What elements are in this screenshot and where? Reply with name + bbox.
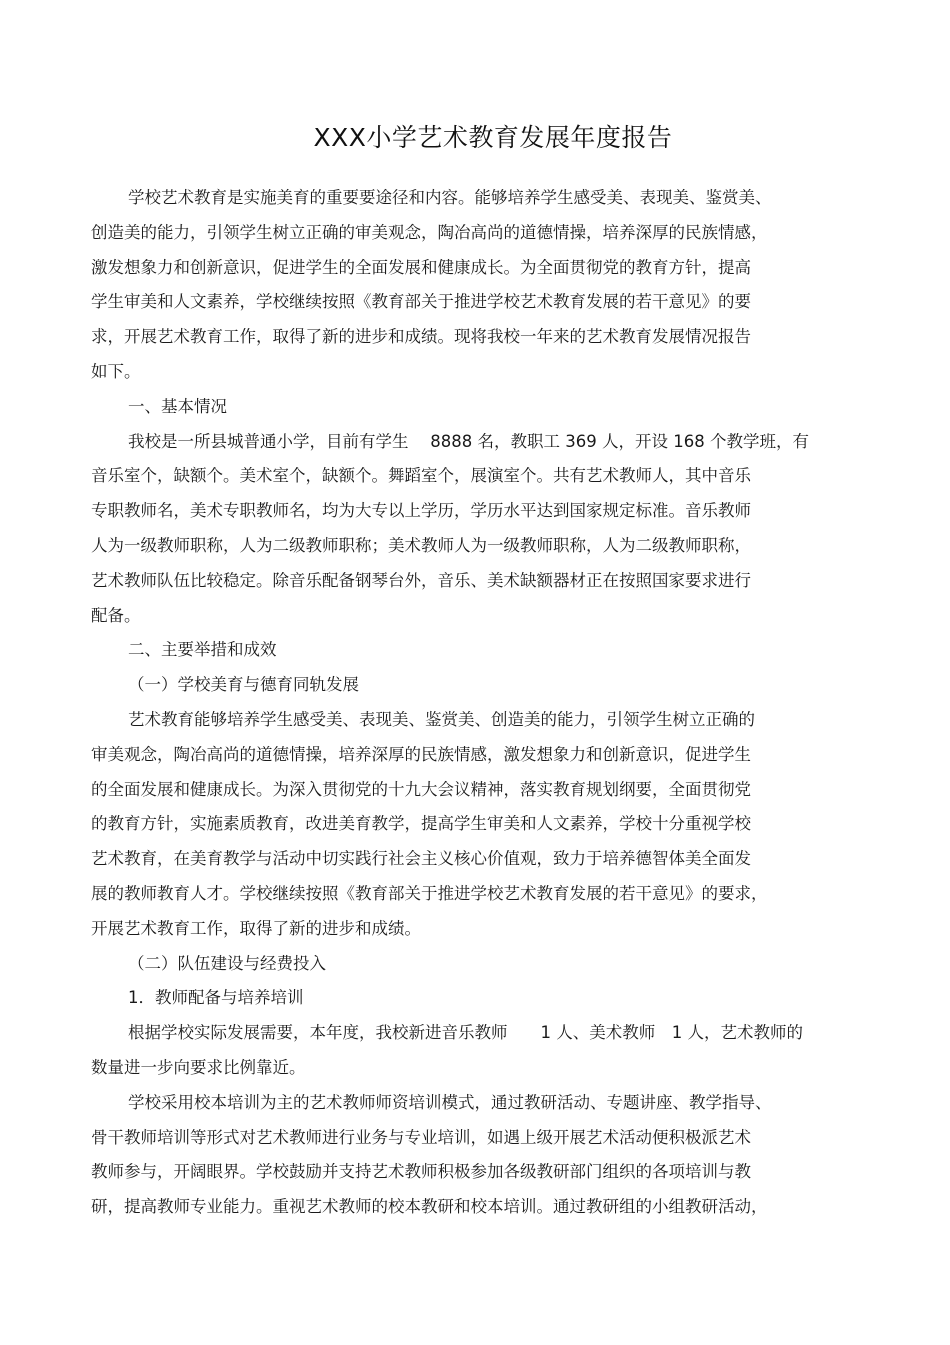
body-text-line: 配备。 (91, 605, 141, 625)
body-text-line: 专职教师名，美术专职教师名，均为大专以上学历，学历水平达到国家规定标准。音乐教师 (91, 501, 751, 521)
body-text-line: （二）队伍建设与经费投入 (128, 953, 326, 973)
body-text-line: （一）学校美育与德育同轨发展 (128, 675, 359, 695)
body-text-line: 学生审美和人文素养，学校继续按照《教育部关于推进学校艺术教育发展的若干意见》的要 (91, 292, 751, 312)
document-title: XXX小学艺术教育发展年度报告 (313, 123, 673, 152)
body-text-line: 骨干教师培训等形式对艺术教师进行业务与专业培训，如遇上级开展艺术活动便积极派艺术 (91, 1127, 751, 1147)
body-text-line: 1．教师配备与培养培训 (128, 988, 304, 1008)
body-text-line: 我校是一所县城普通小学，目前有学生 8888 名，教职工 369 人，开设 168 个教学班，有 (128, 431, 809, 451)
body-text-line: 激发想象力和创新意识，促进学生的全面发展和健康成长。为全面贯彻党的教育方针，提高 (91, 257, 751, 277)
body-text-line: 根据学校实际发展需要，本年度，我校新进音乐教师 1 人、美术教师 1 人，艺术教师的 (128, 1023, 803, 1043)
body-text-line: 展的教师教育人才。学校继续按照《教育部关于推进学校艺术教育发展的若干意见》的要求， (91, 884, 768, 903)
body-text-line: 艺术教师队伍比较稳定。除音乐配备钢琴台外，音乐、美术缺额器材正在按照国家要求进行 (91, 570, 751, 590)
body-text-line: 艺术教育能够培养学生感受美、表现美、鉴赏美、创造美的能力，引领学生树立正确的 (128, 710, 755, 729)
body-text-line: 的全面发展和健康成长。为深入贯彻党的十九大会议精神，落实教育规划纲要，全面贯彻党 (91, 779, 751, 799)
body-text-line: 学校采用校本培训为主的艺术教师师资培训模式，通过教研活动、专题讲座、教学指导、 (128, 1092, 772, 1112)
body-text-line: 创造美的能力，引领学生树立正确的审美观念，陶冶高尚的道德情操，培养深厚的民族情感， (91, 222, 768, 242)
body-text-line: 研，提高教师专业能力。重视艺术教师的校本教研和校本培训。通过教研组的小组教研活动， (91, 1197, 768, 1217)
body-text-line: 人为一级教师职称，人为二级教师职称；美术教师人为一级教师职称，人为二级教师职称， (91, 536, 751, 555)
body-text-line: 如下。 (91, 362, 141, 381)
body-text-line: 艺术教育，在美育教学与活动中切实践行社会主义核心价值观，致力于培养德智体美全面发 (91, 849, 751, 869)
body-text-line: 学校艺术教育是实施美育的重要要途径和内容。能够培养学生感受美、表现美、鉴赏美、 (128, 188, 772, 207)
body-text-line: 音乐室个，缺额个。美术室个，缺额个。舞蹈室个，展演室个。共有艺术教师人，其中音乐 (91, 466, 751, 486)
body-text-line: 二、主要举措和成效 (128, 640, 277, 660)
body-text-line: 的教育方针，实施素质教育，改进美育教学，提高学生审美和人文素养，学校十分重视学校 (91, 814, 751, 834)
body-text-line: 审美观念，陶冶高尚的道德情操，培养深厚的民族情感，激发想象力和创新意识，促进学生 (91, 744, 751, 764)
body-text-line: 一、基本情况 (128, 396, 227, 416)
body-text-line: 求，开展艺术教育工作，取得了新的进步和成绩。现将我校一年来的艺术教育发展情况报告 (91, 327, 751, 347)
body-text-line: 教师参与，开阔眼界。学校鼓励并支持艺术教师积极参加各级教研部门组织的各项培训与教 (91, 1162, 751, 1182)
body-text-line: 数量进一步向要求比例靠近。 (91, 1058, 306, 1077)
body-text-line: 开展艺术教育工作，取得了新的进步和成绩。 (91, 918, 421, 938)
